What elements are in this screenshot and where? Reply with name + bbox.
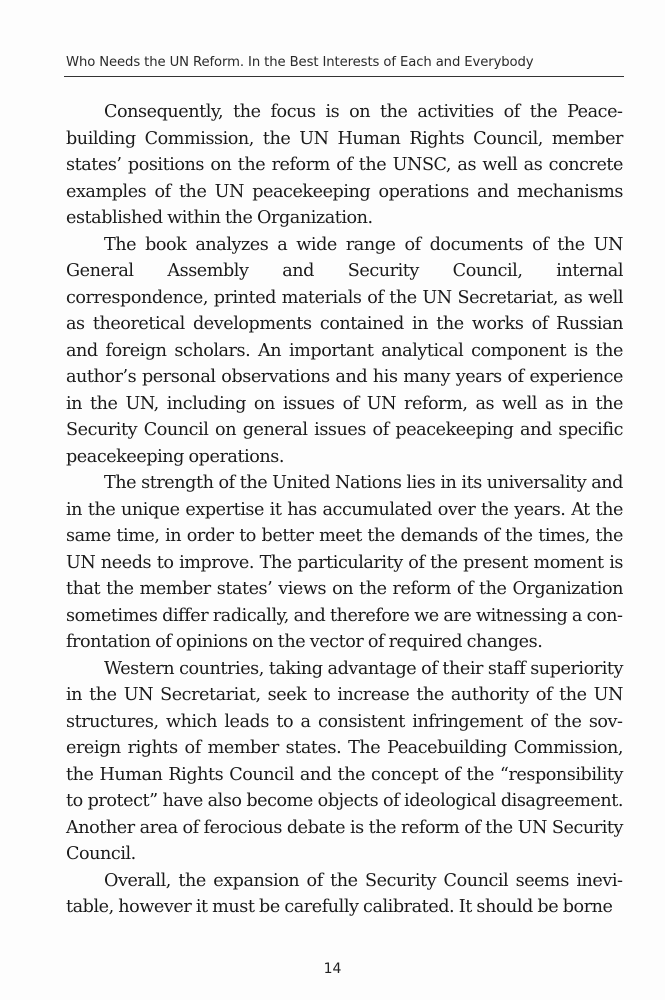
page-number: 14 [323,961,342,977]
paragraph-5: Overall, the expansion of the Security Council seems inevitable, however it must be carefully calibrated. It should be borne [66,870,623,917]
header-rule [64,76,624,77]
paragraph-4: Western countries, taking advantage of their staff superiority in the UN Secretariat, seek to increase the authority of the UN structures, which leads to a consistent infringement of the sovereign rights of member states. The Peacebuilding Commission, the Human Rights Council and the concept of the “responsibility to protect” have also become objects of ideological disagreement. Another area of ferocious debate is the reform of the UN Security Council. [66,658,623,864]
paragraph-1: Consequently, the focus is on the activities of the Peacebuilding Commission, the UN Human Rights Council, member states’ positions on the reform of the UNSC, as well as concrete examples of the UN peacekeeping operations and mechanisms established within the Organization. [66,102,623,228]
paragraph-2: The book analyzes a wide range of documents of the UN General Assembly and Security Council, internal correspondence, printed materials of the UN Secretariat, as well as theoretical developments contained in the works of Russian and foreign scholars. An important analytical component is the author’s personal observations and his many years of experience in the UN, including on issues of UN reform, as well as in the Security Council on general issues of peacekeeping and specific peacekeeping operations. [66,234,623,467]
running-header: Who Needs the UN Reform. In the Best Interests of Each and Everybody [66,55,534,70]
body-text [66,99,623,921]
paragraph-3: The strength of the United Nations lies in its universality and in the unique expertise it has accumulated over the years. At the same time, in order to better meet the demands of the times, the UN needs to improve. The particularity of the present moment is that the member states’ views on the reform of the Organization sometimes differ radically, and therefore we are witnessing a confrontation of opinions on the vector of required changes. [66,473,623,652]
